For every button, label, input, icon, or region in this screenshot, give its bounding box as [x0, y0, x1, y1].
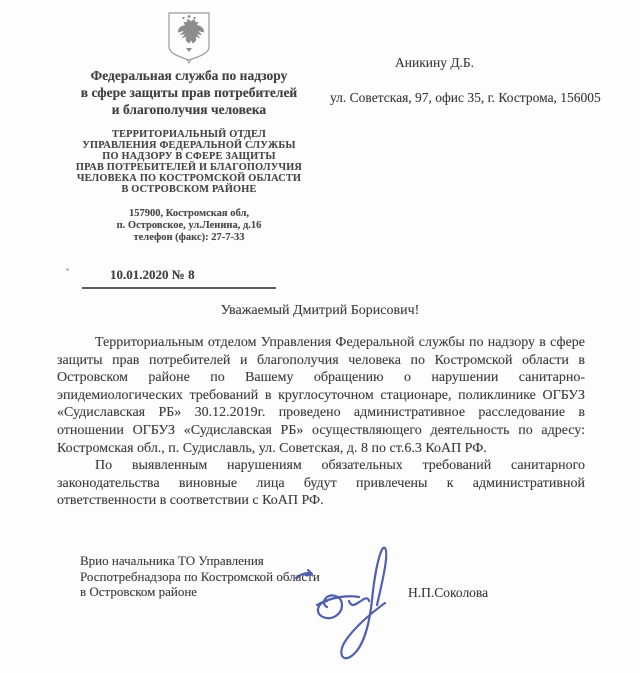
salutation: Уважаемый Дмитрий Борисович!	[220, 303, 420, 318]
body-paragraph-1: Территориальным отделом Управления Федеральной службы по надзору в сфере защиты прав потребителей и благополучия человека по Костромской области в Островском районе по Вашему обращению о нарушении санитарно-эпидемиологических требований в круглосуточном стационаре, поликлинике ОГБУЗ «Судиславская РБ» 30.12.2019г. проведено административное расследование в отношении ОГБУЗ «Судиславская РБ» осуществляющего деятельность по адресу: Костромская обл., п. Судиславль, ул. Советская, д. 8 по ст.6.3 КоАП РФ.	[57, 335, 585, 456]
signer-title-line: в Островском районе	[80, 584, 198, 599]
signer-title-line: Врио начальника ТО Управления	[80, 553, 264, 568]
signer-name: Н.П.Соколова	[408, 585, 489, 600]
org-name	[48, 67, 330, 118]
addressee-name: Аникину Д.Б.	[395, 55, 475, 70]
org-name-line: и благополучия человека	[111, 102, 267, 117]
handwritten-signature	[293, 543, 405, 669]
scan-speck	[66, 268, 69, 271]
department-line: УПРАВЛЕНИЯ ФЕДЕРАЛЬНОЙ СЛУЖБЫ	[82, 140, 296, 151]
territorial-department	[48, 129, 330, 195]
department-line: ПРАВ ПОТРЕБИТЕЛЕЙ И БЛАГОПОЛУЧИЯ	[75, 162, 303, 173]
department-line: В ОСТРОВСКОМ РАЙОНЕ	[121, 184, 257, 195]
org-name-line: Федеральная служба по надзору	[90, 68, 288, 83]
department-line: ЧЕЛОВЕКА ПО КОСТРОМСКОЙ ОБЛАСТИ	[76, 173, 302, 184]
date-number-line: 10.01.2020 № 8	[82, 267, 276, 289]
sender-address	[48, 208, 330, 244]
addressee-address: ул. Советская, 97, офис 35, г. Кострома, 156005	[330, 90, 601, 105]
body-paragraph-2: По выявленным нарушениям обязательных требований санитарного законодательства виновные лица будут привлечены к административной ответственности в соответствии с КоАП РФ.	[57, 458, 585, 509]
russia-coat-of-arms-icon	[165, 10, 213, 64]
department-line: ПО НАДЗОРУ В СФЕРЕ ЗАЩИТЫ	[102, 151, 276, 162]
letterhead	[48, 10, 330, 289]
sender-address-line: телефон (факс): 27-7-33	[133, 232, 245, 243]
sender-address-line: 157900, Костромская обл,	[129, 208, 249, 219]
department-line: ТЕРРИТОРИАЛЬНЫЙ ОТДЕЛ	[112, 129, 266, 140]
org-name-line: в сфере защиты прав потребителей	[80, 85, 298, 100]
letter-body	[57, 334, 585, 510]
signer-title-line: Роспотребнадзора по Костромской области	[80, 568, 320, 584]
sender-address-line: п. Островское, ул.Ленина, д.16	[116, 220, 262, 231]
